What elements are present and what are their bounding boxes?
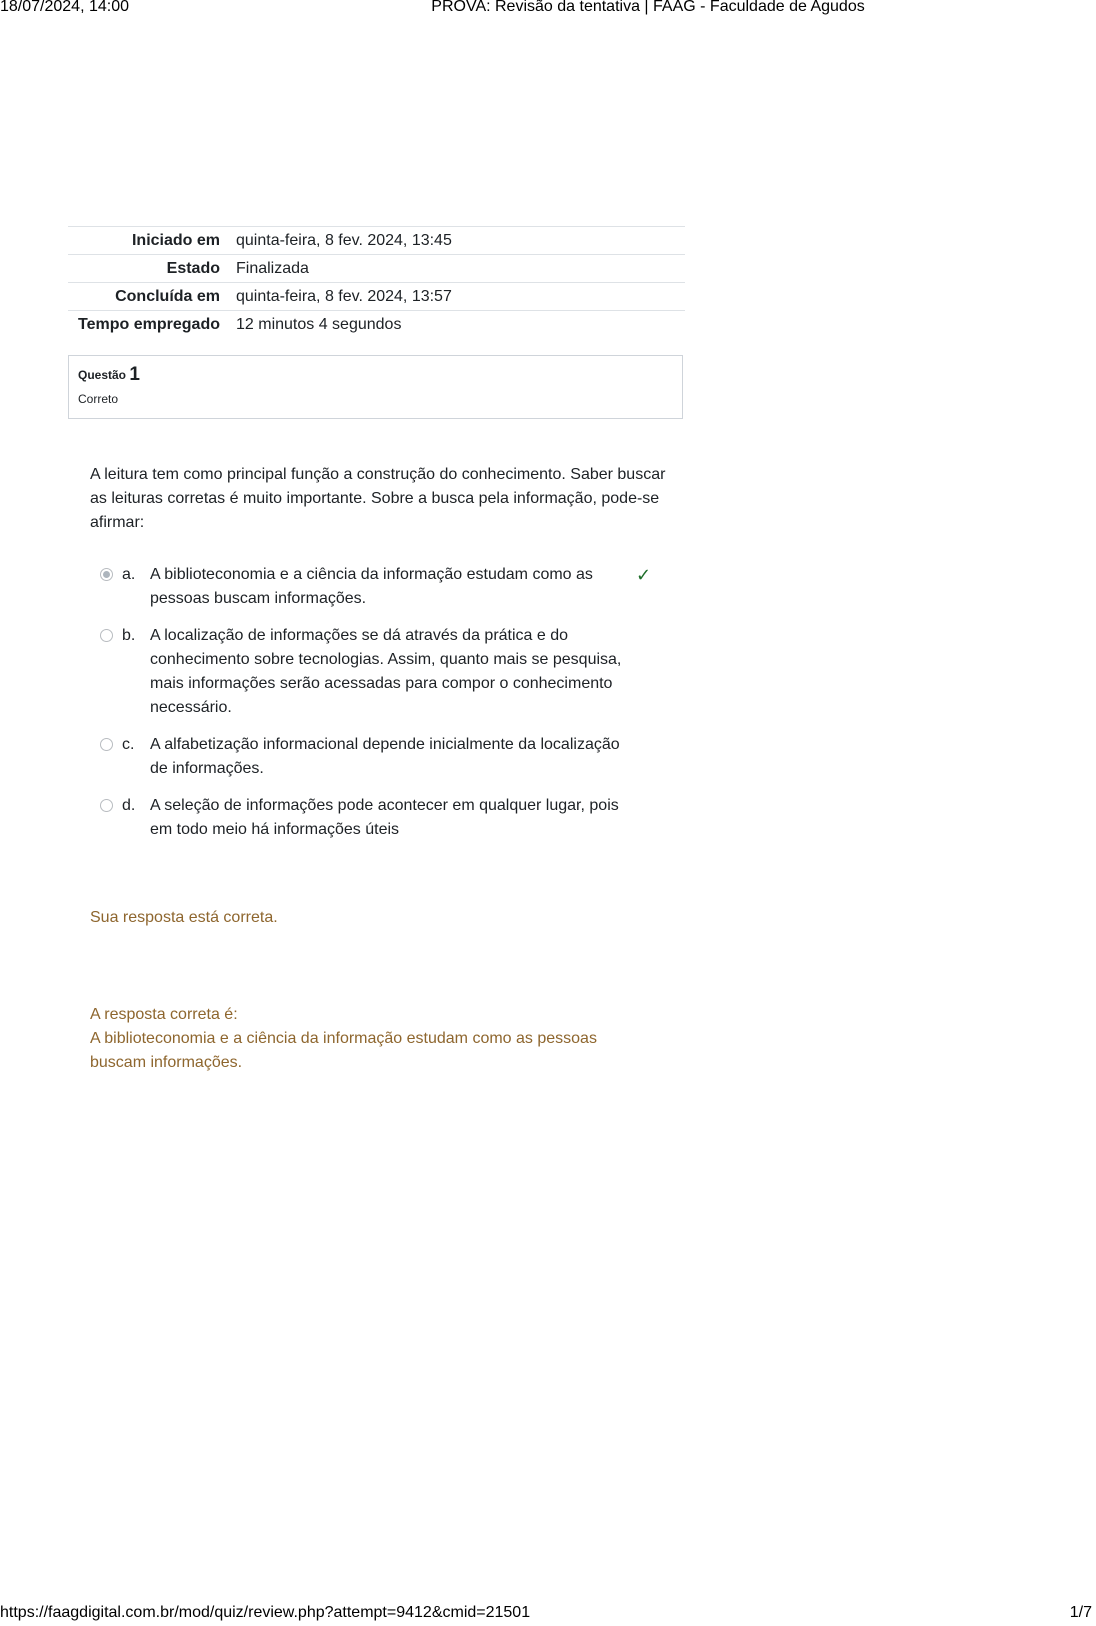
answer-radio-b[interactable] [100,629,113,642]
summary-value: 12 minutos 4 segundos [236,315,402,333]
summary-row [68,283,685,311]
answer-option-b [90,624,670,720]
answer-list [90,563,670,842]
question-number [78,364,673,386]
answer-text: A alfabetização informacional depende inicialmente da localização de informações. [150,736,620,777]
summary-value: quinta-feira, 8 fev. 2024, 13:45 [236,231,452,249]
summary-row [68,255,685,283]
summary-label: Tempo empregado [78,315,220,333]
question-info-box [68,355,683,419]
answer-text: A seleção de informações pode acontecer em qualquer lugar, pois em todo meio há informações úteis [150,797,619,838]
summary-label: Estado [166,259,220,277]
question-label: Questão [78,368,127,382]
summary-value: quinta-feira, 8 fev. 2024, 13:57 [236,287,452,305]
print-page-title: PROVA: Revisão da tentativa | FAAG - Faculdade de Agudos [431,0,865,15]
check-icon: ✓ [636,565,652,585]
right-answer-label: A resposta correta é: [90,1006,238,1023]
print-header [0,0,1096,20]
right-answer-text: A biblioteconomia e a ciência da informação estudam como as pessoas buscam informações. [90,1030,597,1071]
answer-text: A biblioteconomia e a ciência da informação estudam como as pessoas buscam informações. [150,566,593,607]
print-footer [0,1604,1096,1626]
summary-label: Concluída em [115,287,220,305]
summary-label: Iniciado em [131,231,220,249]
question-content [90,463,670,855]
answer-letter: a. [122,566,136,583]
question-number-value: 1 [129,364,140,385]
answer-radio-d[interactable] [100,799,113,812]
right-answer [90,1003,650,1075]
question-state: Correto [78,392,119,406]
summary-row [68,227,685,255]
answer-letter: b. [122,627,136,644]
answer-option-c [90,733,670,781]
print-page-number: 1/7 [1069,1604,1092,1621]
summary-value: Finalizada [236,259,309,277]
answer-feedback: Sua resposta está correta. [90,909,278,926]
summary-row [68,311,685,339]
answer-text: A localização de informações se dá através da prática e do conhecimento sobre tecnologias. Assim, quanto mais se pesquisa, mais informações serão acessadas para compor o conhecimento necessário. [150,627,622,716]
print-datetime: 18/07/2024, 14:00 [0,0,130,15]
attempt-summary-table [68,226,685,338]
answer-letter: c. [122,736,135,753]
answer-option-d [90,794,670,842]
question-text: A leitura tem como principal função a construção do conhecimento. Saber buscar as leituras corretas é muito importante. Sobre a busca pela informação, pode-se afirmar: [90,466,666,531]
answer-option-a [90,563,670,611]
answer-letter: d. [122,797,136,814]
answer-radio-c[interactable] [100,738,113,751]
print-url: https://faagdigital.com.br/mod/quiz/review.php?attempt=9412&cmid=21501 [0,1604,531,1621]
answer-radio-a[interactable] [100,568,113,581]
